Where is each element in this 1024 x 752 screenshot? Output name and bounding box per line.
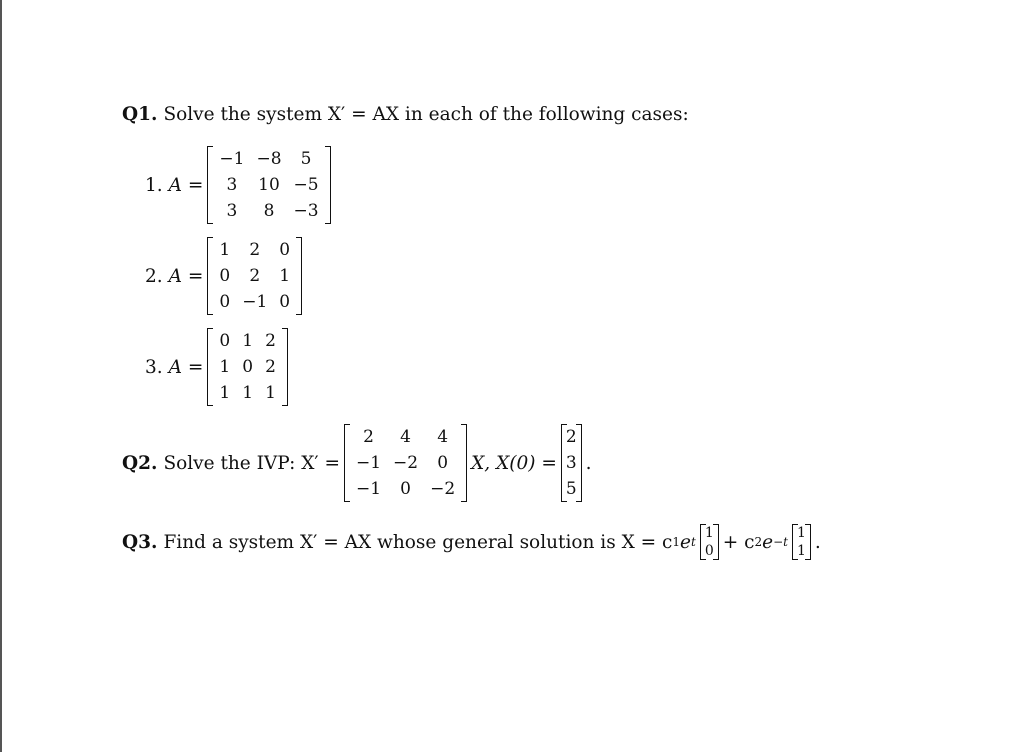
matrix-cell: 3 [226, 201, 238, 221]
matrix-cell: −1 [355, 453, 382, 473]
q2-initial-vector [561, 424, 582, 502]
matrix-cell: 0 [279, 240, 291, 260]
q2-end: . [585, 452, 592, 474]
matrix-cell: 2 [249, 266, 261, 286]
q3-vector-2 [792, 524, 811, 560]
matrix-cell: −8 [256, 149, 282, 169]
matrix-cell: 1 [242, 331, 254, 351]
matrix-case-3 [207, 328, 287, 406]
q3-e1: e [680, 531, 691, 553]
matrix-cell: 4 [400, 427, 411, 447]
matrix-cell: 10 [258, 175, 280, 195]
q3-e2: e [762, 531, 774, 553]
matrix-cell: 5 [300, 149, 312, 169]
q3-label: Q3. [122, 531, 158, 553]
vector-cell: 1 [796, 543, 806, 559]
matrix-cell: 2 [265, 331, 276, 351]
matrix-cell: 0 [242, 357, 254, 377]
case-3 [145, 328, 292, 406]
vector-cell: 1 [704, 525, 714, 541]
q3-e1-sup: t [691, 535, 696, 549]
q3-plus: + c [722, 531, 755, 553]
matrix-cell: 0 [219, 331, 231, 351]
case-lhs: A = [168, 356, 204, 378]
case-2 [145, 237, 306, 315]
matrix-cell: 2 [363, 427, 374, 447]
matrix-cell: 8 [263, 201, 275, 221]
matrix-cell: 1 [219, 383, 231, 403]
vector-cell: 3 [565, 453, 577, 473]
q3-c1-sub: 1 [672, 535, 681, 549]
q1-label: Q1. [122, 104, 158, 125]
matrix-cell: 3 [226, 175, 238, 195]
matrix-case-1 [207, 146, 330, 224]
case-number: 2. [145, 265, 163, 287]
q1-heading [122, 104, 689, 125]
q3-e2-sup: −t [773, 535, 788, 549]
vector-cell: 0 [704, 543, 714, 559]
q2-mid: X, X(0) = [471, 452, 557, 474]
matrix-cell: −2 [393, 453, 419, 473]
matrix-cell: 2 [265, 357, 276, 377]
q2-label: Q2. [122, 452, 158, 474]
q3-text: Find a system X′ = AX whose general solution is X = c [163, 531, 673, 553]
q3-vector-1 [700, 524, 719, 560]
vector-cell: 5 [565, 479, 577, 499]
matrix-cell: 0 [279, 292, 291, 312]
case-lhs: A = [168, 265, 204, 287]
matrix-cell: 1 [219, 240, 231, 260]
vector-cell: 1 [796, 525, 806, 541]
matrix-cell: 1 [279, 266, 291, 286]
q2-text: Solve the IVP: X′ = [163, 452, 340, 474]
matrix-cell: −1 [242, 292, 268, 312]
vector-cell: 2 [565, 427, 577, 447]
q3-line [122, 524, 821, 560]
matrix-cell: 4 [437, 427, 449, 447]
case-number: 3. [145, 356, 163, 378]
case-lhs: A = [168, 174, 204, 196]
matrix-cell: 1 [265, 383, 276, 403]
matrix-cell: 0 [219, 292, 231, 312]
q2-line [122, 424, 592, 502]
matrix-cell: −1 [355, 479, 382, 499]
matrix-cell: −1 [219, 149, 245, 169]
q3-c2-sub: 2 [754, 535, 763, 549]
matrix-cell: 0 [400, 479, 411, 499]
matrix-cell: 2 [249, 240, 261, 260]
q3-end: . [814, 531, 821, 553]
matrix-cell: 1 [242, 383, 254, 403]
case-number: 1. [145, 174, 163, 196]
case-1 [145, 146, 335, 224]
q1-text: Solve the system X′ = AX in each of the following cases: [163, 104, 689, 125]
matrix-cell: −3 [293, 201, 319, 221]
matrix-cell: −2 [430, 479, 456, 499]
matrix-cell: 0 [437, 453, 449, 473]
matrix-cell: −5 [293, 175, 319, 195]
matrix-case-2 [207, 237, 302, 315]
matrix-cell: 1 [219, 357, 231, 377]
matrix-cell: 0 [219, 266, 231, 286]
q2-matrix [344, 424, 467, 502]
page-border [0, 0, 2, 752]
